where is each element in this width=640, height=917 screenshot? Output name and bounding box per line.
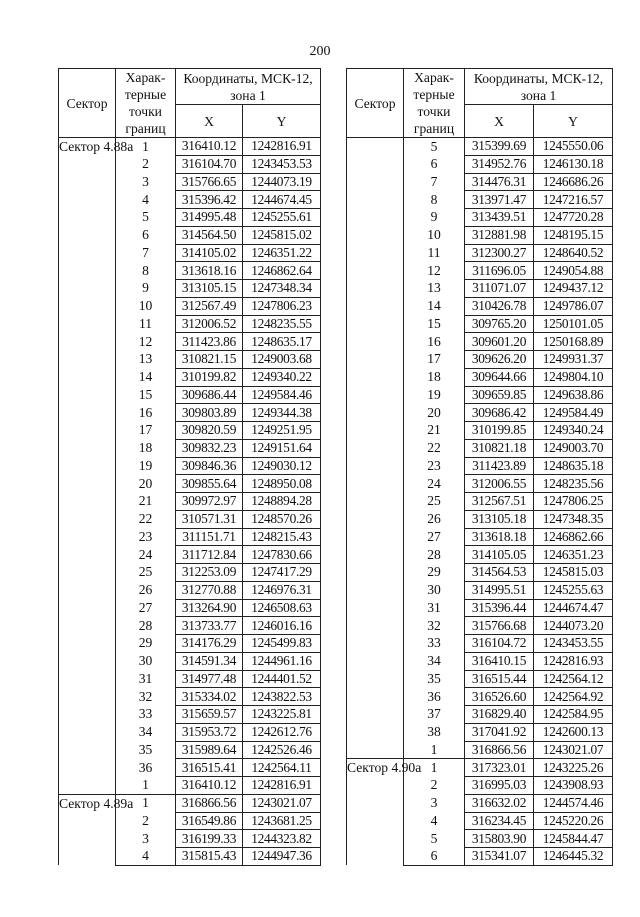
point-cell: 3 xyxy=(116,173,176,191)
y-cell: 1248894.28 xyxy=(243,493,321,511)
x-cell: 315341.07 xyxy=(465,848,534,866)
x-cell: 312006.52 xyxy=(176,315,243,333)
point-cell: 16 xyxy=(116,404,176,422)
header-coords: Координаты, МСК-12, зона 1 xyxy=(176,69,321,105)
point-cell: 8 xyxy=(116,262,176,280)
y-cell: 1247216.57 xyxy=(534,191,613,209)
point-cell: 7 xyxy=(404,173,465,191)
point-cell: 31 xyxy=(116,670,176,688)
y-cell: 1242816.91 xyxy=(243,777,321,795)
y-cell: 1243021.07 xyxy=(243,794,321,812)
y-cell: 1242564.11 xyxy=(243,759,321,777)
y-cell: 1247348.35 xyxy=(534,510,613,528)
y-cell: 1246686.26 xyxy=(534,173,613,191)
header-sector: Сектор xyxy=(347,69,404,138)
point-cell: 6 xyxy=(404,848,465,866)
x-cell: 309820.59 xyxy=(176,422,243,440)
x-cell: 314476.31 xyxy=(465,173,534,191)
y-cell: 1248635.18 xyxy=(534,457,613,475)
point-cell: 36 xyxy=(404,688,465,706)
x-cell: 310199.82 xyxy=(176,368,243,386)
point-cell: 10 xyxy=(116,297,176,315)
point-cell: 3 xyxy=(116,830,176,848)
header-points: Харак-терные точки границ xyxy=(116,69,176,138)
point-cell: 33 xyxy=(404,635,465,653)
x-cell: 317041.92 xyxy=(465,723,534,741)
point-cell: 5 xyxy=(404,138,465,156)
y-cell: 1244961.16 xyxy=(243,652,321,670)
x-cell: 311696.05 xyxy=(465,262,534,280)
point-cell: 17 xyxy=(404,351,465,369)
y-cell: 1247417.29 xyxy=(243,564,321,582)
y-cell: 1246351.22 xyxy=(243,244,321,262)
x-cell: 310199.85 xyxy=(465,422,534,440)
y-cell: 1249003.68 xyxy=(243,351,321,369)
x-cell: 309644.66 xyxy=(465,368,534,386)
point-cell: 37 xyxy=(404,706,465,724)
point-cell: 3 xyxy=(404,794,465,812)
point-cell: 35 xyxy=(404,670,465,688)
x-cell: 315659.57 xyxy=(176,706,243,724)
x-cell: 311071.07 xyxy=(465,280,534,298)
point-cell: 24 xyxy=(404,475,465,493)
point-cell: 22 xyxy=(404,439,465,457)
x-cell: 314176.29 xyxy=(176,635,243,653)
point-cell: 7 xyxy=(116,244,176,262)
x-cell: 309659.85 xyxy=(465,386,534,404)
y-cell: 1245844.47 xyxy=(534,830,613,848)
x-cell: 309601.20 xyxy=(465,333,534,351)
y-cell: 1250101.05 xyxy=(534,315,613,333)
point-cell: 18 xyxy=(116,439,176,457)
header-coords: Координаты, МСК-12, зона 1 xyxy=(465,69,613,105)
x-cell: 309832.23 xyxy=(176,439,243,457)
point-cell: 32 xyxy=(116,688,176,706)
y-cell: 1249437.12 xyxy=(534,280,613,298)
x-cell: 315766.68 xyxy=(465,617,534,635)
y-cell: 1249584.49 xyxy=(534,404,613,422)
y-cell: 1249030.12 xyxy=(243,457,321,475)
point-cell: 21 xyxy=(404,422,465,440)
y-cell: 1249786.07 xyxy=(534,297,613,315)
x-cell: 310571.31 xyxy=(176,510,243,528)
x-cell: 313618.16 xyxy=(176,262,243,280)
point-cell: 25 xyxy=(404,493,465,511)
y-cell: 1247806.23 xyxy=(243,297,321,315)
y-cell: 1245550.06 xyxy=(534,138,613,156)
header-sector: Сектор xyxy=(59,69,116,138)
point-cell: 5 xyxy=(404,830,465,848)
point-cell: 29 xyxy=(404,564,465,582)
coordinates-table-left xyxy=(58,68,321,866)
point-cell: 1 xyxy=(116,138,176,156)
x-cell: 313618.18 xyxy=(465,528,534,546)
x-cell: 313105.18 xyxy=(465,510,534,528)
x-cell: 315953.72 xyxy=(176,723,243,741)
point-cell: 6 xyxy=(116,226,176,244)
x-cell: 315766.65 xyxy=(176,173,243,191)
y-cell: 1248195.15 xyxy=(534,226,613,244)
y-cell: 1247348.34 xyxy=(243,280,321,298)
y-cell: 1242564.92 xyxy=(534,688,613,706)
point-cell: 27 xyxy=(404,528,465,546)
y-cell: 1246445.32 xyxy=(534,848,613,866)
x-cell: 311423.89 xyxy=(465,457,534,475)
point-cell: 18 xyxy=(404,368,465,386)
point-cell: 14 xyxy=(116,368,176,386)
point-cell: 34 xyxy=(116,723,176,741)
point-cell: 13 xyxy=(116,351,176,369)
x-cell: 314591.34 xyxy=(176,652,243,670)
point-cell: 4 xyxy=(404,812,465,830)
y-cell: 1248235.56 xyxy=(534,475,613,493)
y-cell: 1248235.55 xyxy=(243,315,321,333)
x-cell: 315396.42 xyxy=(176,191,243,209)
x-cell: 309686.44 xyxy=(176,386,243,404)
x-cell: 309803.89 xyxy=(176,404,243,422)
x-cell: 313105.15 xyxy=(176,280,243,298)
x-cell: 316866.56 xyxy=(465,741,534,759)
y-cell: 1245499.83 xyxy=(243,635,321,653)
point-cell: 26 xyxy=(116,581,176,599)
point-cell: 12 xyxy=(116,333,176,351)
x-cell: 314977.48 xyxy=(176,670,243,688)
table-row xyxy=(59,794,321,812)
y-cell: 1249054.88 xyxy=(534,262,613,280)
point-cell: 4 xyxy=(116,191,176,209)
page-number: 200 xyxy=(309,44,331,59)
x-cell: 315399.69 xyxy=(465,138,534,156)
sector-cell: Сектор 4.89а xyxy=(59,794,116,865)
point-cell: 15 xyxy=(404,315,465,333)
table-row xyxy=(347,759,613,777)
point-cell: 11 xyxy=(404,244,465,262)
point-cell: 1 xyxy=(404,741,465,759)
x-cell: 309972.97 xyxy=(176,493,243,511)
x-cell: 309626.20 xyxy=(465,351,534,369)
x-cell: 316410.12 xyxy=(176,777,243,795)
y-cell: 1246976.31 xyxy=(243,581,321,599)
point-cell: 5 xyxy=(116,209,176,227)
y-cell: 1246130.18 xyxy=(534,155,613,173)
y-cell: 1242564.12 xyxy=(534,670,613,688)
point-cell: 9 xyxy=(404,209,465,227)
y-cell: 1243021.07 xyxy=(534,741,613,759)
header-points: Харак-терные точки границ xyxy=(404,69,465,138)
point-cell: 21 xyxy=(116,493,176,511)
y-cell: 1246862.64 xyxy=(243,262,321,280)
y-cell: 1245255.63 xyxy=(534,581,613,599)
y-cell: 1249638.86 xyxy=(534,386,613,404)
point-cell: 2 xyxy=(116,812,176,830)
y-cell: 1248640.52 xyxy=(534,244,613,262)
y-cell: 1242584.95 xyxy=(534,706,613,724)
x-cell: 316104.70 xyxy=(176,155,243,173)
y-cell: 1250168.89 xyxy=(534,333,613,351)
y-cell: 1243908.93 xyxy=(534,777,613,795)
y-cell: 1247720.28 xyxy=(534,209,613,227)
y-cell: 1244073.20 xyxy=(534,617,613,635)
x-cell: 316526.60 xyxy=(465,688,534,706)
y-cell: 1249340.22 xyxy=(243,368,321,386)
y-cell: 1245220.26 xyxy=(534,812,613,830)
point-cell: 4 xyxy=(116,848,176,866)
y-cell: 1245255.61 xyxy=(243,209,321,227)
x-cell: 316515.41 xyxy=(176,759,243,777)
point-cell: 17 xyxy=(116,422,176,440)
y-cell: 1249151.64 xyxy=(243,439,321,457)
x-cell: 316104.72 xyxy=(465,635,534,653)
table-row xyxy=(59,138,321,156)
point-cell: 10 xyxy=(404,226,465,244)
point-cell: 12 xyxy=(404,262,465,280)
point-cell: 26 xyxy=(404,510,465,528)
point-cell: 33 xyxy=(116,706,176,724)
x-cell: 316632.02 xyxy=(465,794,534,812)
x-cell: 315989.64 xyxy=(176,741,243,759)
x-cell: 316515.44 xyxy=(465,670,534,688)
x-cell: 316234.45 xyxy=(465,812,534,830)
y-cell: 1249251.95 xyxy=(243,422,321,440)
y-cell: 1246862.66 xyxy=(534,528,613,546)
y-cell: 1249584.46 xyxy=(243,386,321,404)
y-cell: 1248570.26 xyxy=(243,510,321,528)
y-cell: 1243453.55 xyxy=(534,635,613,653)
point-cell: 8 xyxy=(404,191,465,209)
x-cell: 316995.03 xyxy=(465,777,534,795)
y-cell: 1242600.13 xyxy=(534,723,613,741)
y-cell: 1249931.37 xyxy=(534,351,613,369)
y-cell: 1242526.46 xyxy=(243,741,321,759)
point-cell: 29 xyxy=(116,635,176,653)
header-y: Y xyxy=(534,105,613,138)
y-cell: 1246508.63 xyxy=(243,599,321,617)
x-cell: 314564.53 xyxy=(465,564,534,582)
point-cell: 2 xyxy=(116,155,176,173)
x-cell: 316549.86 xyxy=(176,812,243,830)
y-cell: 1244674.47 xyxy=(534,599,613,617)
x-cell: 314995.48 xyxy=(176,209,243,227)
point-cell: 35 xyxy=(116,741,176,759)
point-cell: 30 xyxy=(404,581,465,599)
x-cell: 312567.49 xyxy=(176,297,243,315)
y-cell: 1243225.81 xyxy=(243,706,321,724)
point-cell: 16 xyxy=(404,333,465,351)
point-cell: 28 xyxy=(116,617,176,635)
x-cell: 314105.02 xyxy=(176,244,243,262)
y-cell: 1242816.93 xyxy=(534,652,613,670)
x-cell: 312567.51 xyxy=(465,493,534,511)
x-cell: 313439.51 xyxy=(465,209,534,227)
x-cell: 312253.09 xyxy=(176,564,243,582)
x-cell: 312300.27 xyxy=(465,244,534,262)
y-cell: 1247806.25 xyxy=(534,493,613,511)
point-cell: 1 xyxy=(116,777,176,795)
x-cell: 311423.86 xyxy=(176,333,243,351)
y-cell: 1249804.10 xyxy=(534,368,613,386)
sector-cell: Сектор 4.90а xyxy=(347,759,404,866)
point-cell: 38 xyxy=(404,723,465,741)
x-cell: 315396.44 xyxy=(465,599,534,617)
point-cell: 13 xyxy=(404,280,465,298)
x-cell: 310426.78 xyxy=(465,297,534,315)
x-cell: 313264.90 xyxy=(176,599,243,617)
point-cell: 30 xyxy=(116,652,176,670)
point-cell: 19 xyxy=(116,457,176,475)
point-cell: 6 xyxy=(404,155,465,173)
y-cell: 1249003.70 xyxy=(534,439,613,457)
x-cell: 314105.05 xyxy=(465,546,534,564)
x-cell: 312006.55 xyxy=(465,475,534,493)
point-cell: 25 xyxy=(116,564,176,582)
y-cell: 1244323.82 xyxy=(243,830,321,848)
y-cell: 1246351.23 xyxy=(534,546,613,564)
x-cell: 312881.98 xyxy=(465,226,534,244)
point-cell: 28 xyxy=(404,546,465,564)
point-cell: 23 xyxy=(116,528,176,546)
y-cell: 1247830.66 xyxy=(243,546,321,564)
y-cell: 1244674.45 xyxy=(243,191,321,209)
y-cell: 1244401.52 xyxy=(243,670,321,688)
x-cell: 311712.84 xyxy=(176,546,243,564)
y-cell: 1246016.16 xyxy=(243,617,321,635)
point-cell: 36 xyxy=(116,759,176,777)
point-cell: 32 xyxy=(404,617,465,635)
x-cell: 313733.77 xyxy=(176,617,243,635)
y-cell: 1248215.43 xyxy=(243,528,321,546)
x-cell: 314995.51 xyxy=(465,581,534,599)
x-cell: 310821.18 xyxy=(465,439,534,457)
point-cell: 31 xyxy=(404,599,465,617)
point-cell: 1 xyxy=(116,794,176,812)
point-cell: 23 xyxy=(404,457,465,475)
point-cell: 2 xyxy=(404,777,465,795)
x-cell: 315334.02 xyxy=(176,688,243,706)
y-cell: 1243822.53 xyxy=(243,688,321,706)
x-cell: 317323.01 xyxy=(465,759,534,777)
table-row xyxy=(347,138,613,156)
x-cell: 316829.40 xyxy=(465,706,534,724)
x-cell: 309855.64 xyxy=(176,475,243,493)
point-cell: 20 xyxy=(116,475,176,493)
point-cell: 34 xyxy=(404,652,465,670)
header-x: X xyxy=(465,105,534,138)
y-cell: 1243453.53 xyxy=(243,155,321,173)
coordinates-table-right xyxy=(346,68,613,866)
header-y: Y xyxy=(243,105,321,138)
point-cell: 22 xyxy=(116,510,176,528)
point-cell: 24 xyxy=(116,546,176,564)
y-cell: 1242612.76 xyxy=(243,723,321,741)
point-cell: 15 xyxy=(116,386,176,404)
header-x: X xyxy=(176,105,243,138)
x-cell: 316410.15 xyxy=(465,652,534,670)
y-cell: 1248635.17 xyxy=(243,333,321,351)
point-cell: 20 xyxy=(404,404,465,422)
x-cell: 311151.71 xyxy=(176,528,243,546)
point-cell: 14 xyxy=(404,297,465,315)
x-cell: 316199.33 xyxy=(176,830,243,848)
y-cell: 1245815.02 xyxy=(243,226,321,244)
y-cell: 1244574.46 xyxy=(534,794,613,812)
point-cell: 19 xyxy=(404,386,465,404)
sector-cell xyxy=(347,138,404,759)
y-cell: 1243681.25 xyxy=(243,812,321,830)
y-cell: 1242816.91 xyxy=(243,138,321,156)
x-cell: 316866.56 xyxy=(176,794,243,812)
x-cell: 309765.20 xyxy=(465,315,534,333)
x-cell: 309846.36 xyxy=(176,457,243,475)
point-cell: 9 xyxy=(116,280,176,298)
point-cell: 1 xyxy=(404,759,465,777)
y-cell: 1248950.08 xyxy=(243,475,321,493)
y-cell: 1243225.26 xyxy=(534,759,613,777)
x-cell: 315803.90 xyxy=(465,830,534,848)
sector-cell: Сектор 4.88а xyxy=(59,138,116,795)
y-cell: 1245815.03 xyxy=(534,564,613,582)
point-cell: 27 xyxy=(116,599,176,617)
x-cell: 312770.88 xyxy=(176,581,243,599)
x-cell: 316410.12 xyxy=(176,138,243,156)
x-cell: 310821.15 xyxy=(176,351,243,369)
x-cell: 309686.42 xyxy=(465,404,534,422)
x-cell: 314564.50 xyxy=(176,226,243,244)
y-cell: 1244947.36 xyxy=(243,848,321,866)
x-cell: 313971.47 xyxy=(465,191,534,209)
x-cell: 315815.43 xyxy=(176,848,243,866)
y-cell: 1244073.19 xyxy=(243,173,321,191)
y-cell: 1249340.24 xyxy=(534,422,613,440)
y-cell: 1249344.38 xyxy=(243,404,321,422)
point-cell: 11 xyxy=(116,315,176,333)
x-cell: 314952.76 xyxy=(465,155,534,173)
